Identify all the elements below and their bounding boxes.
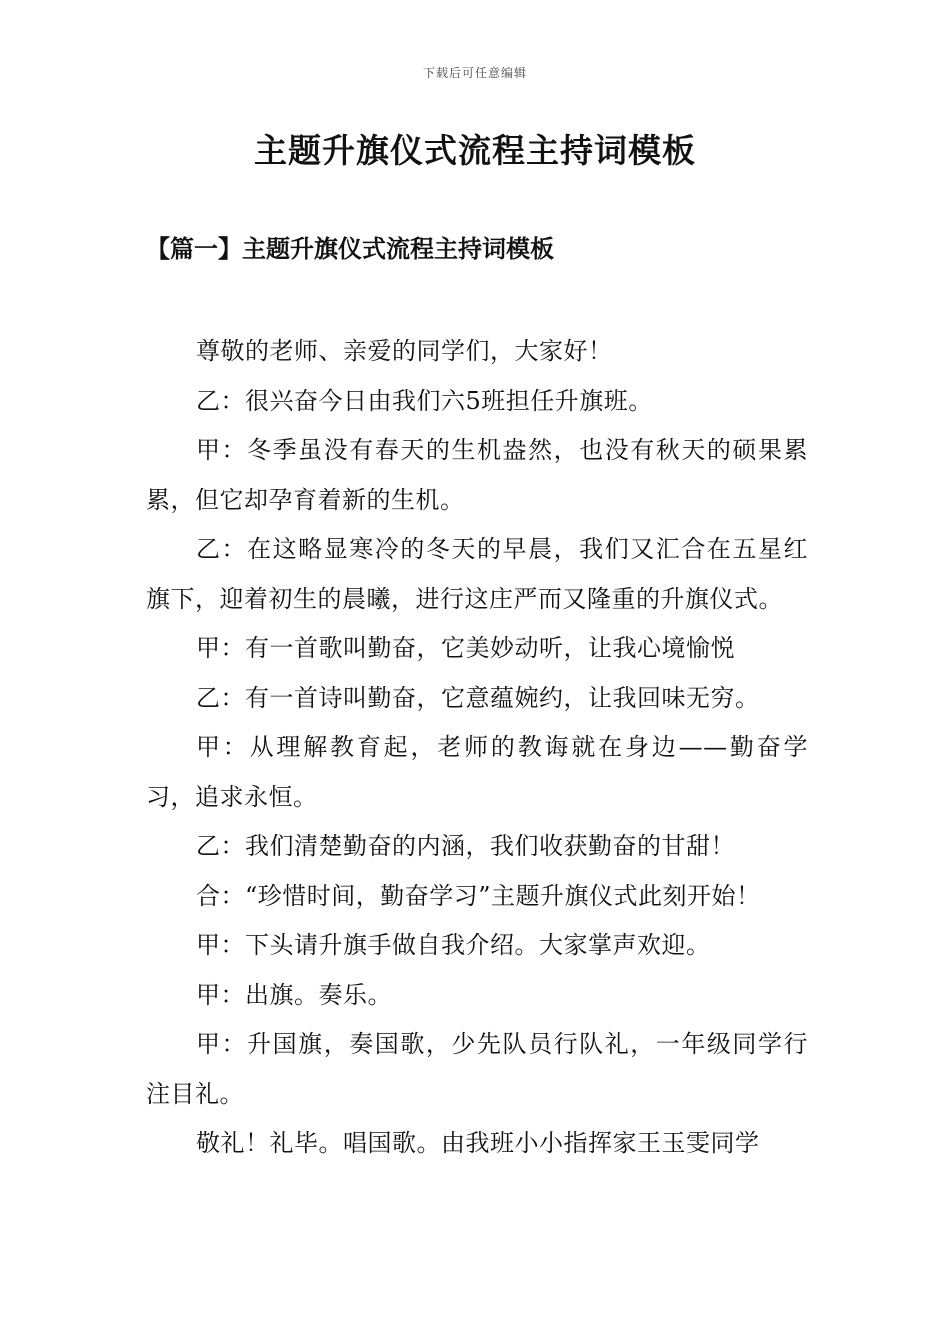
paragraph: 乙：有一首诗叫勤奋，它意蕴婉约，让我回味无穷。 — [196, 683, 760, 712]
paragraph: 甲：出旗。奏乐。 — [196, 980, 392, 1009]
paragraph: 乙：在这略显寒冷的冬天的早晨，我们又汇合在五星红旗下，迎着初生的晨曦，进行这庄严而又隆重的升旗仪式。 — [146, 535, 808, 613]
paragraph: 乙：很兴奋今日由我们六5班担任升旗班。 — [196, 386, 653, 415]
paragraph: 乙：我们清楚勤奋的内涵，我们收获勤奋的甘甜！ — [196, 832, 735, 860]
page-header-note: 下载后可任意编辑 — [422, 66, 527, 80]
paragraph: 甲：有一首歌叫勤奋，它美妙动听，让我心境愉悦 — [196, 634, 735, 662]
document-body — [146, 327, 808, 1169]
section-heading: 【篇一】主题升旗仪式流程主持词模板 — [146, 234, 554, 263]
paragraph: 敬礼！礼毕。唱国歌。由我班小小指挥家王玉雯同学 — [196, 1129, 760, 1157]
paragraph: 甲：下头请升旗手做自我介绍。大家掌声欢迎。 — [196, 931, 711, 959]
paragraph: 合：“珍惜时间，勤奋学习”主题升旗仪式此刻开始！ — [196, 881, 761, 910]
paragraph: 甲：从理解教育起，老师的教诲就在身边——勤奋学习，追求永恒。 — [146, 733, 808, 811]
paragraph: 尊敬的老师、亲爱的同学们，大家好！ — [196, 337, 613, 365]
paragraph: 甲：升国旗，奏国歌，少先队员行队礼，一年级同学行注目礼。 — [146, 1030, 808, 1108]
paragraph: 甲：冬季虽没有春天的生机盎然，也没有秋天的硕果累累，但它却孕育着新的生机。 — [146, 436, 808, 514]
document-title: 主题升旗仪式流程主持词模板 — [254, 131, 696, 170]
